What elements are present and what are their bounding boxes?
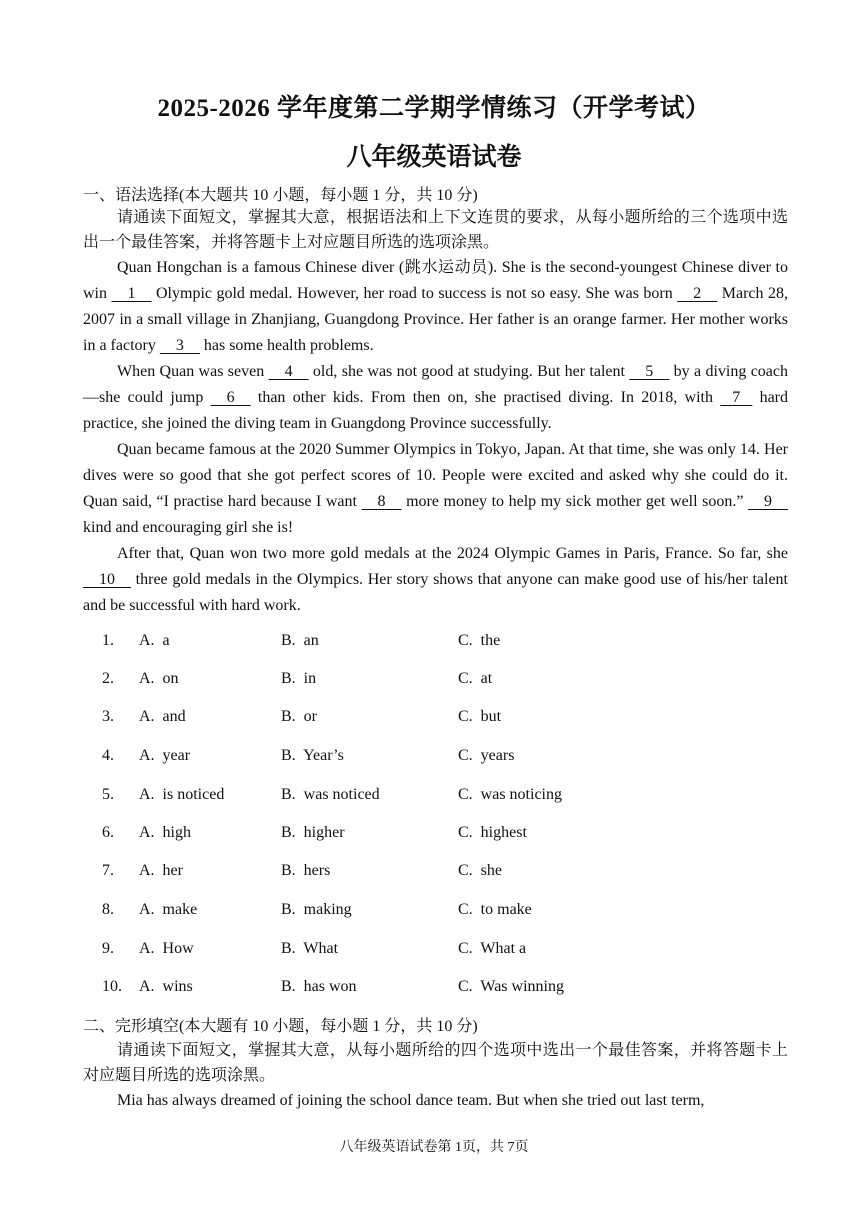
section2-heading: 二、完形填空(本大题有 10 小题，每小题 1 分，共 10 分) [83, 1018, 478, 1035]
option-a: A. a [139, 632, 170, 649]
option-c: C. highest [458, 824, 527, 841]
blank-5: 5 [645, 363, 654, 380]
option-b: B. in [281, 670, 317, 687]
passage-text: more money to help my sick mother get well soon.” [401, 493, 748, 510]
option-b: B. hers [281, 862, 331, 879]
question-number: 5. [102, 786, 114, 803]
question-number: 4. [102, 747, 114, 764]
option-a: A. is noticed [139, 786, 225, 803]
option-c: C. Was winning [458, 978, 564, 995]
question-number: 1. [102, 632, 114, 649]
option-c: C. to make [458, 901, 532, 918]
question-number: 3. [102, 708, 114, 725]
passage-text: kind and encouraging girl she is! [83, 519, 294, 536]
passage1-paragraph2 [83, 359, 788, 437]
passage2-paragraph1: Mia has always dreamed of joining the school dance team. But when she tried out last term, [117, 1092, 705, 1109]
option-c: C. years [458, 747, 515, 764]
passage-text: by a diving coach—she could jump [83, 363, 788, 406]
blank-4: 4 [284, 363, 293, 380]
question-number: 9. [102, 940, 114, 957]
option-row [0, 747, 868, 771]
option-a: A. year [139, 747, 191, 764]
passage-text: old, she was not good at studying. But her talent [308, 363, 630, 380]
option-row [0, 862, 868, 886]
option-c: C. the [458, 632, 501, 649]
option-row [0, 824, 868, 848]
page-footer: 八年级英语试卷第 1页，共 7页 [339, 1140, 529, 1155]
option-b: B. higher [281, 824, 345, 841]
question-number: 2. [102, 670, 114, 687]
option-a: A. her [139, 862, 183, 879]
option-c: C. at [458, 670, 493, 687]
passage1-paragraph1 [83, 255, 788, 359]
section2-instruction: 请通读下面短文，掌握其大意，从每小题所给的四个选项中选出一个最佳答案，并将答题卡上对应题目所选的选项涂黑。 [83, 1042, 788, 1084]
option-b: B. What [281, 940, 339, 957]
option-a: A. on [139, 670, 179, 687]
option-a: A. make [139, 901, 198, 918]
passage-text: has some health problems. [199, 337, 374, 354]
option-b: B. or [281, 708, 317, 725]
passage-text: hard practice, she joined the diving team in Guangdong Province successfully. [83, 389, 789, 432]
option-b: B. an [281, 632, 319, 649]
blank-7: 7 [732, 389, 741, 406]
question-number: 10. [102, 978, 122, 995]
option-b: B. was noticed [281, 786, 380, 803]
passage-text: Quan became famous at the 2020 Summer Olympics in Tokyo, Japan. At that time, she was only 14. Her dives were so good that she got perfect scores of 10. People were excited and asked why she could do it. Quan said, “I practise hard because I want [83, 441, 788, 510]
passage-text: Quan Hongchan is a famous Chinese diver (跳水运动员). She is the second-youngest Chinese diver to win [83, 259, 788, 302]
option-b: B. has won [281, 978, 357, 995]
option-b: B. making [281, 901, 352, 918]
section1-heading: 一、语法选择(本大题共 10 小题，每小题 1 分，共 10 分) [83, 187, 478, 204]
blank-1: 1 [127, 285, 136, 302]
section1-instruction: 请通读下面短文，掌握其大意，根据语法和上下文连贯的要求，从每小题所给的三个选项中选出一个最佳答案，并将答题卡上对应题目所选的选项涂黑。 [83, 209, 788, 251]
option-row [0, 940, 868, 964]
option-a: A. wins [139, 978, 193, 995]
passage1-paragraph3 [83, 437, 788, 541]
option-c: C. she [458, 862, 502, 879]
exam-subtitle: 八年级英语试卷 [346, 144, 522, 171]
passage-text: Olympic gold medal. However, her road to success is not so easy. She was born [151, 285, 678, 302]
option-row [0, 786, 868, 810]
option-c: C. was noticing [458, 786, 562, 803]
question-number: 8. [102, 901, 114, 918]
blank-6: 6 [226, 389, 235, 406]
passage-text: March 28, 2007 in a small village in Zhanjiang, Guangdong Province. Her father is an orange farmer. Her mother works in a factory [83, 285, 789, 354]
passage-text: When Quan was seven [117, 363, 269, 380]
question-number: 6. [102, 824, 114, 841]
option-row [0, 901, 868, 925]
blank-9: 9 [764, 493, 772, 510]
option-a: A. How [139, 940, 194, 957]
blank-2: 2 [693, 285, 702, 302]
passage-text: three gold medals in the Olympics. Her story shows that anyone can make good use of his/her talent and be successful with hard work. [83, 571, 788, 614]
blank-10: 10 [99, 571, 115, 588]
option-a: A. high [139, 824, 191, 841]
passage1-paragraph4 [83, 541, 788, 619]
option-row [0, 978, 868, 1002]
option-row [0, 708, 868, 732]
question-number: 7. [102, 862, 114, 879]
option-a: A. and [139, 708, 186, 725]
option-row [0, 670, 868, 694]
option-c: C. but [458, 708, 502, 725]
option-c: C. What a [458, 940, 527, 957]
blank-3: 3 [175, 337, 184, 354]
passage-text: After that, Quan won two more gold medals at the 2024 Olympic Games in Paris, France. So far, she [117, 545, 788, 562]
blank-8: 8 [377, 493, 386, 510]
exam-title: 2025-2026 学年度第二学期学情练习（开学考试） [157, 95, 711, 122]
passage-text: than other kids. From then on, she practised diving. In 2018, with [250, 389, 721, 406]
option-b: B. Year’s [281, 747, 344, 764]
option-row [0, 632, 868, 656]
